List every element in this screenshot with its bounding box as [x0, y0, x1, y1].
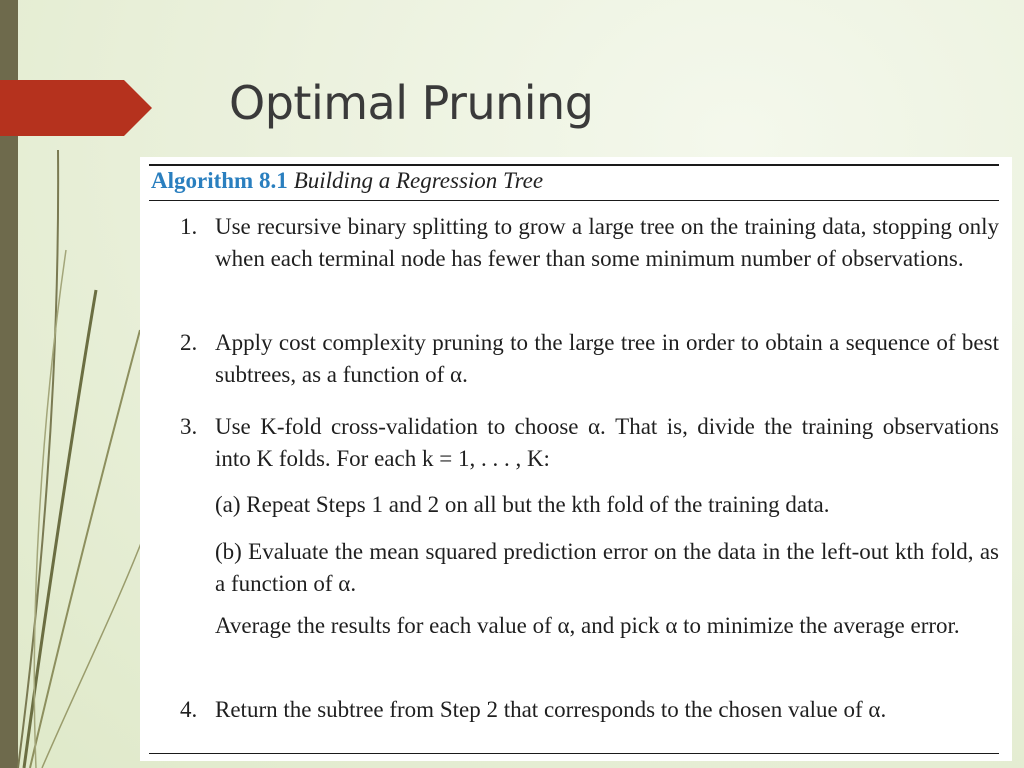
step-3-text: Use K-fold cross-validation to choose α. That is, divide the training observations into K folds. For each k = 1, . . . , K: — [215, 414, 999, 471]
algorithm-header-rule — [149, 200, 999, 201]
algorithm-name: Building a Regression Tree — [293, 168, 544, 193]
step-3-average-text: Average the results for each value of α, and pick α to minimize the average error. — [215, 613, 960, 638]
step-3-number: 3. — [180, 414, 198, 439]
step-1-number: 1. — [180, 214, 198, 239]
step-1-text: Use recursive binary splitting to grow a large tree on the training data, stopping only when each terminal node has fewer than some minimum number of observations. — [215, 214, 999, 271]
step-2-number: 2. — [180, 330, 198, 355]
step-3b-text: (b) Evaluate the mean squared prediction error on the data in the left-out kth fold, as a function of α. — [215, 539, 999, 596]
step-4-number: 4. — [180, 697, 198, 722]
title-arrow-marker — [0, 80, 152, 136]
algorithm-header — [151, 168, 543, 194]
step-2-text: Apply cost complexity pruning to the large tree in order to obtain a sequence of best subtrees, as a function of α. — [215, 330, 999, 387]
step-3a-text: (a) Repeat Steps 1 and 2 on all but the kth fold of the training data. — [215, 492, 830, 517]
page-title: Optimal Pruning — [229, 76, 594, 130]
step-4-text: Return the subtree from Step 2 that corresponds to the chosen value of α. — [215, 697, 887, 722]
algorithm-bottom-rule — [149, 753, 999, 754]
algorithm-top-rule — [149, 164, 999, 166]
algorithm-box — [140, 157, 1012, 761]
algorithm-label: Algorithm 8.1 — [151, 168, 288, 193]
